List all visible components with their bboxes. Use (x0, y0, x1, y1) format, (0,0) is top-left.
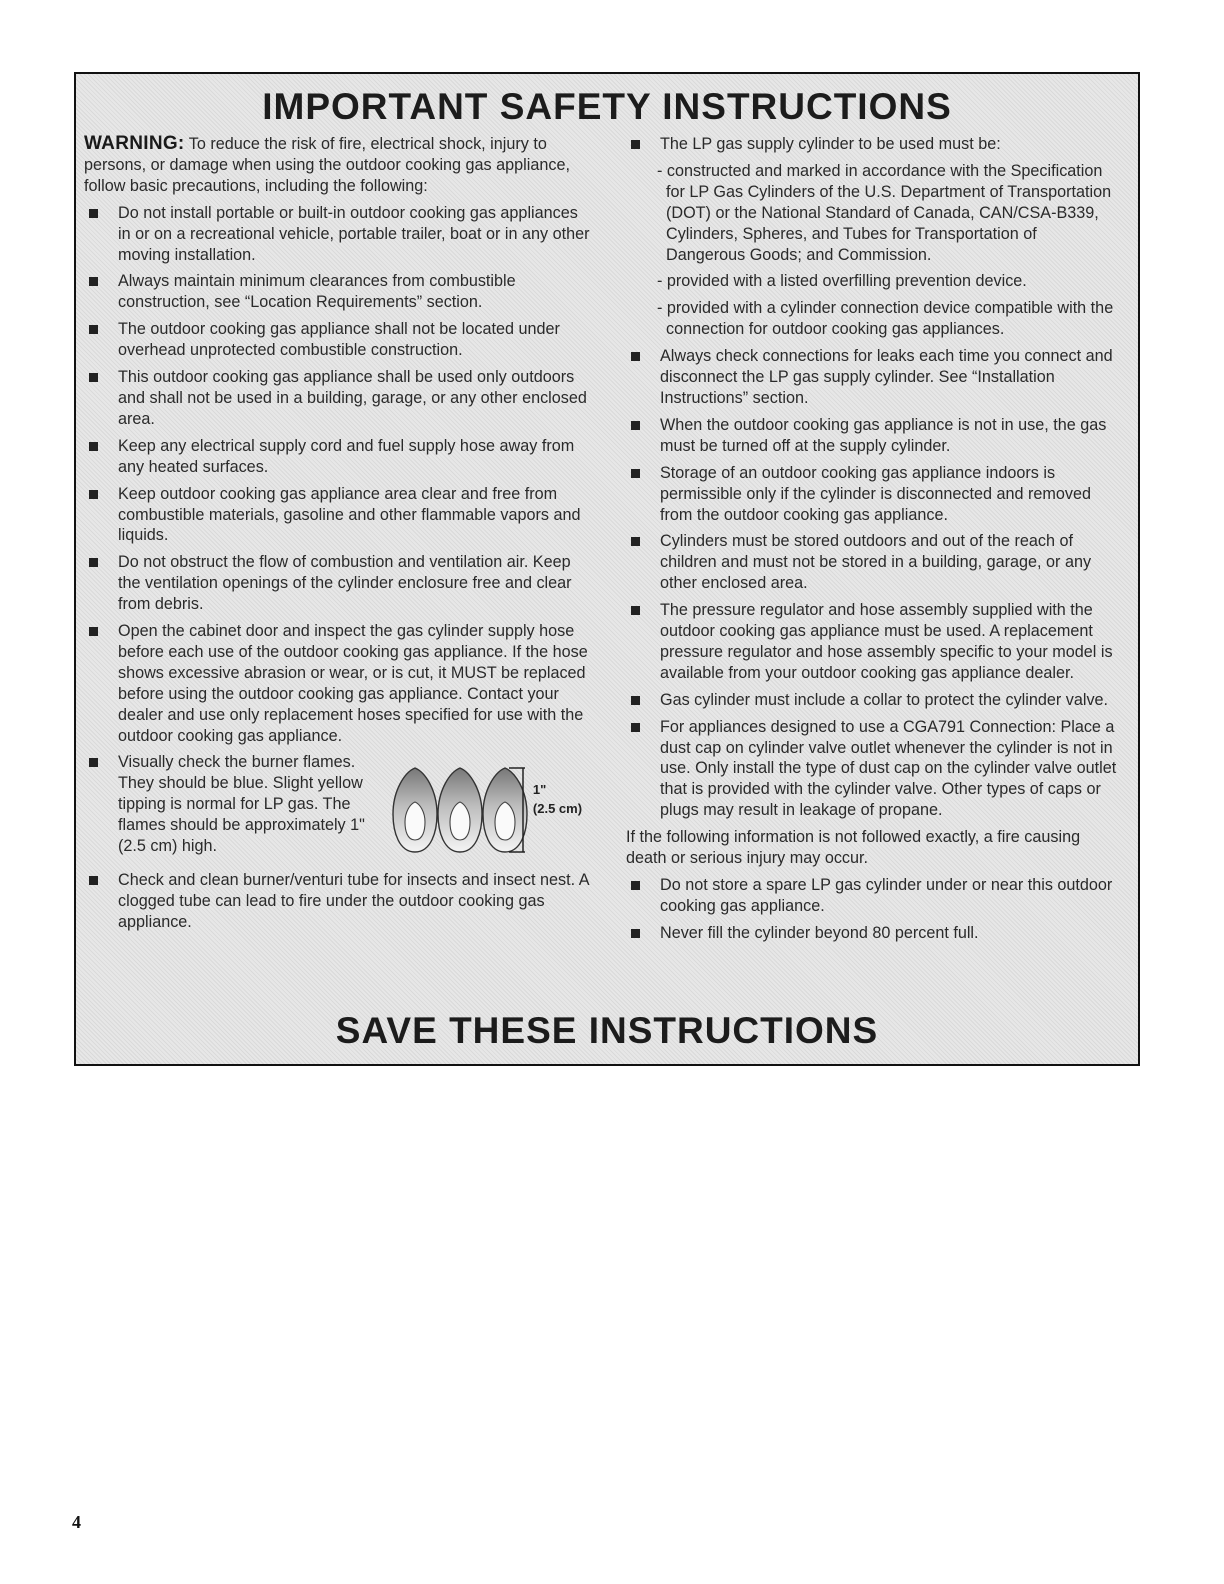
flame-check-item (84, 752, 594, 864)
cylinder-requirements-item: The LP gas supply cylinder to be used must be: (626, 134, 1120, 155)
flame-height-inches: 1" (532, 782, 547, 798)
flame-height-label (533, 780, 582, 818)
sub-item: - provided with a cylinder connection device compatible with the connection for outdoor cooking gas appliances. (657, 299, 1114, 339)
flame-check-text: Visually check the burner flames. They should be blue. Slight yellow tipping is normal for LP gas. The flames should be approximately 1" (2.5 cm) high. (118, 753, 365, 856)
sub-item: - provided with a listed overfilling prevention device. (657, 272, 1027, 291)
list-item: Never fill the cylinder beyond 80 percent full. (626, 923, 1120, 944)
flame-icon (385, 752, 535, 864)
warning-label: WARNING: (84, 133, 185, 154)
list-item: Always maintain minimum clearances from combustible construction, see “Location Requirements” section. (84, 271, 594, 313)
list-item: Gas cylinder must include a collar to protect the cylinder valve. (626, 690, 1120, 711)
list-item: The outdoor cooking gas appliance shall not be located under overhead unprotected combustible construction. (84, 319, 594, 361)
list-item: Do not store a spare LP gas cylinder under or near this outdoor cooking gas appliance. (626, 875, 1120, 917)
list-item: Check and clean burner/venturi tube for insects and insect nest. A clogged tube can lead to fire under the outdoor cooking gas appliance. (84, 870, 594, 933)
list-item: For appliances designed to use a CGA791 Connection: Place a dust cap on cylinder valve outlet whenever the cylinder is not in use. Only install the type of dust cap on the cylinder valve outlet that is provided with the cylinder valve. Other types of caps or plugs may result in leakage of propane. (626, 717, 1120, 822)
safety-instructions-box (74, 72, 1140, 1066)
warning-paragraph (84, 134, 594, 197)
list-item: Open the cabinet door and inspect the gas cylinder supply hose before each use of the outdoor cooking gas appliance. If the hose shows excessive abrasion or wear, or is cut, it MUST be replaced before using the outdoor cooking gas appliance. Contact your dealer and use only replacement hoses specified for use with the outdoor cooking gas appliance. (84, 621, 594, 746)
page-number: 4 (72, 1512, 81, 1532)
fire-warning-note: If the following information is not followed exactly, a fire causing death or serious injury may occur. (626, 828, 1081, 868)
left-column (84, 134, 594, 939)
page-title: IMPORTANT SAFETY INSTRUCTIONS (262, 86, 952, 127)
flame-height-cm: (2.5 cm) (532, 801, 583, 817)
list-item: When the outdoor cooking gas appliance is not in use, the gas must be turned off at the supply cylinder. (626, 415, 1120, 457)
list-item: Do not obstruct the flow of combustion and ventilation air. Keep the ventilation openings of the cylinder enclosure free and clear from debris. (84, 552, 594, 615)
list-item: The pressure regulator and hose assembly supplied with the outdoor cooking gas appliance must be used. A replacement pressure regulator and hose assembly specific to your model is available from your outdoor cooking gas appliance dealer. (626, 600, 1120, 684)
list-item: Keep outdoor cooking gas appliance area clear and free from combustible materials, gasoline and other flammable vapors and liquids. (84, 484, 594, 547)
list-item: Always check connections for leaks each time you connect and disconnect the LP gas supply cylinder. See “Installation Instructions” section. (626, 346, 1120, 409)
right-column (626, 134, 1120, 950)
save-instructions-title: SAVE THESE INSTRUCTIONS (335, 1010, 879, 1051)
list-item: Cylinders must be stored outdoors and out of the reach of children and must not be stored in a building, garage, or any other enclosed area. (626, 531, 1120, 594)
sub-item: - constructed and marked in accordance with the Specification for LP Gas Cylinders of the U.S. Department of Transportation (DOT) or the National Standard of Canada, CAN/CSA-B339, Cylinders, Spheres, and Tubes for Transportation of Dangerous Goods; and Commission. (657, 161, 1112, 264)
warning-text: To reduce the risk of fire, electrical shock, injury to persons, or damage when using the outdoor cooking gas appliance, follow basic precautions, including the following: (84, 135, 570, 195)
burner-flame-illustration (385, 752, 594, 864)
list-item: This outdoor cooking gas appliance shall be used only outdoors and shall not be used in a building, garage, or any other enclosed area. (84, 367, 594, 430)
list-item: Keep any electrical supply cord and fuel supply hose away from any heated surfaces. (84, 436, 594, 478)
list-item: Storage of an outdoor cooking gas appliance indoors is permissible only if the cylinder is disconnected and removed from the outdoor cooking gas appliance. (626, 463, 1120, 526)
list-item: Do not install portable or built-in outdoor cooking gas appliances in or on a recreational vehicle, portable trailer, boat or in any other moving installation. (84, 203, 594, 266)
